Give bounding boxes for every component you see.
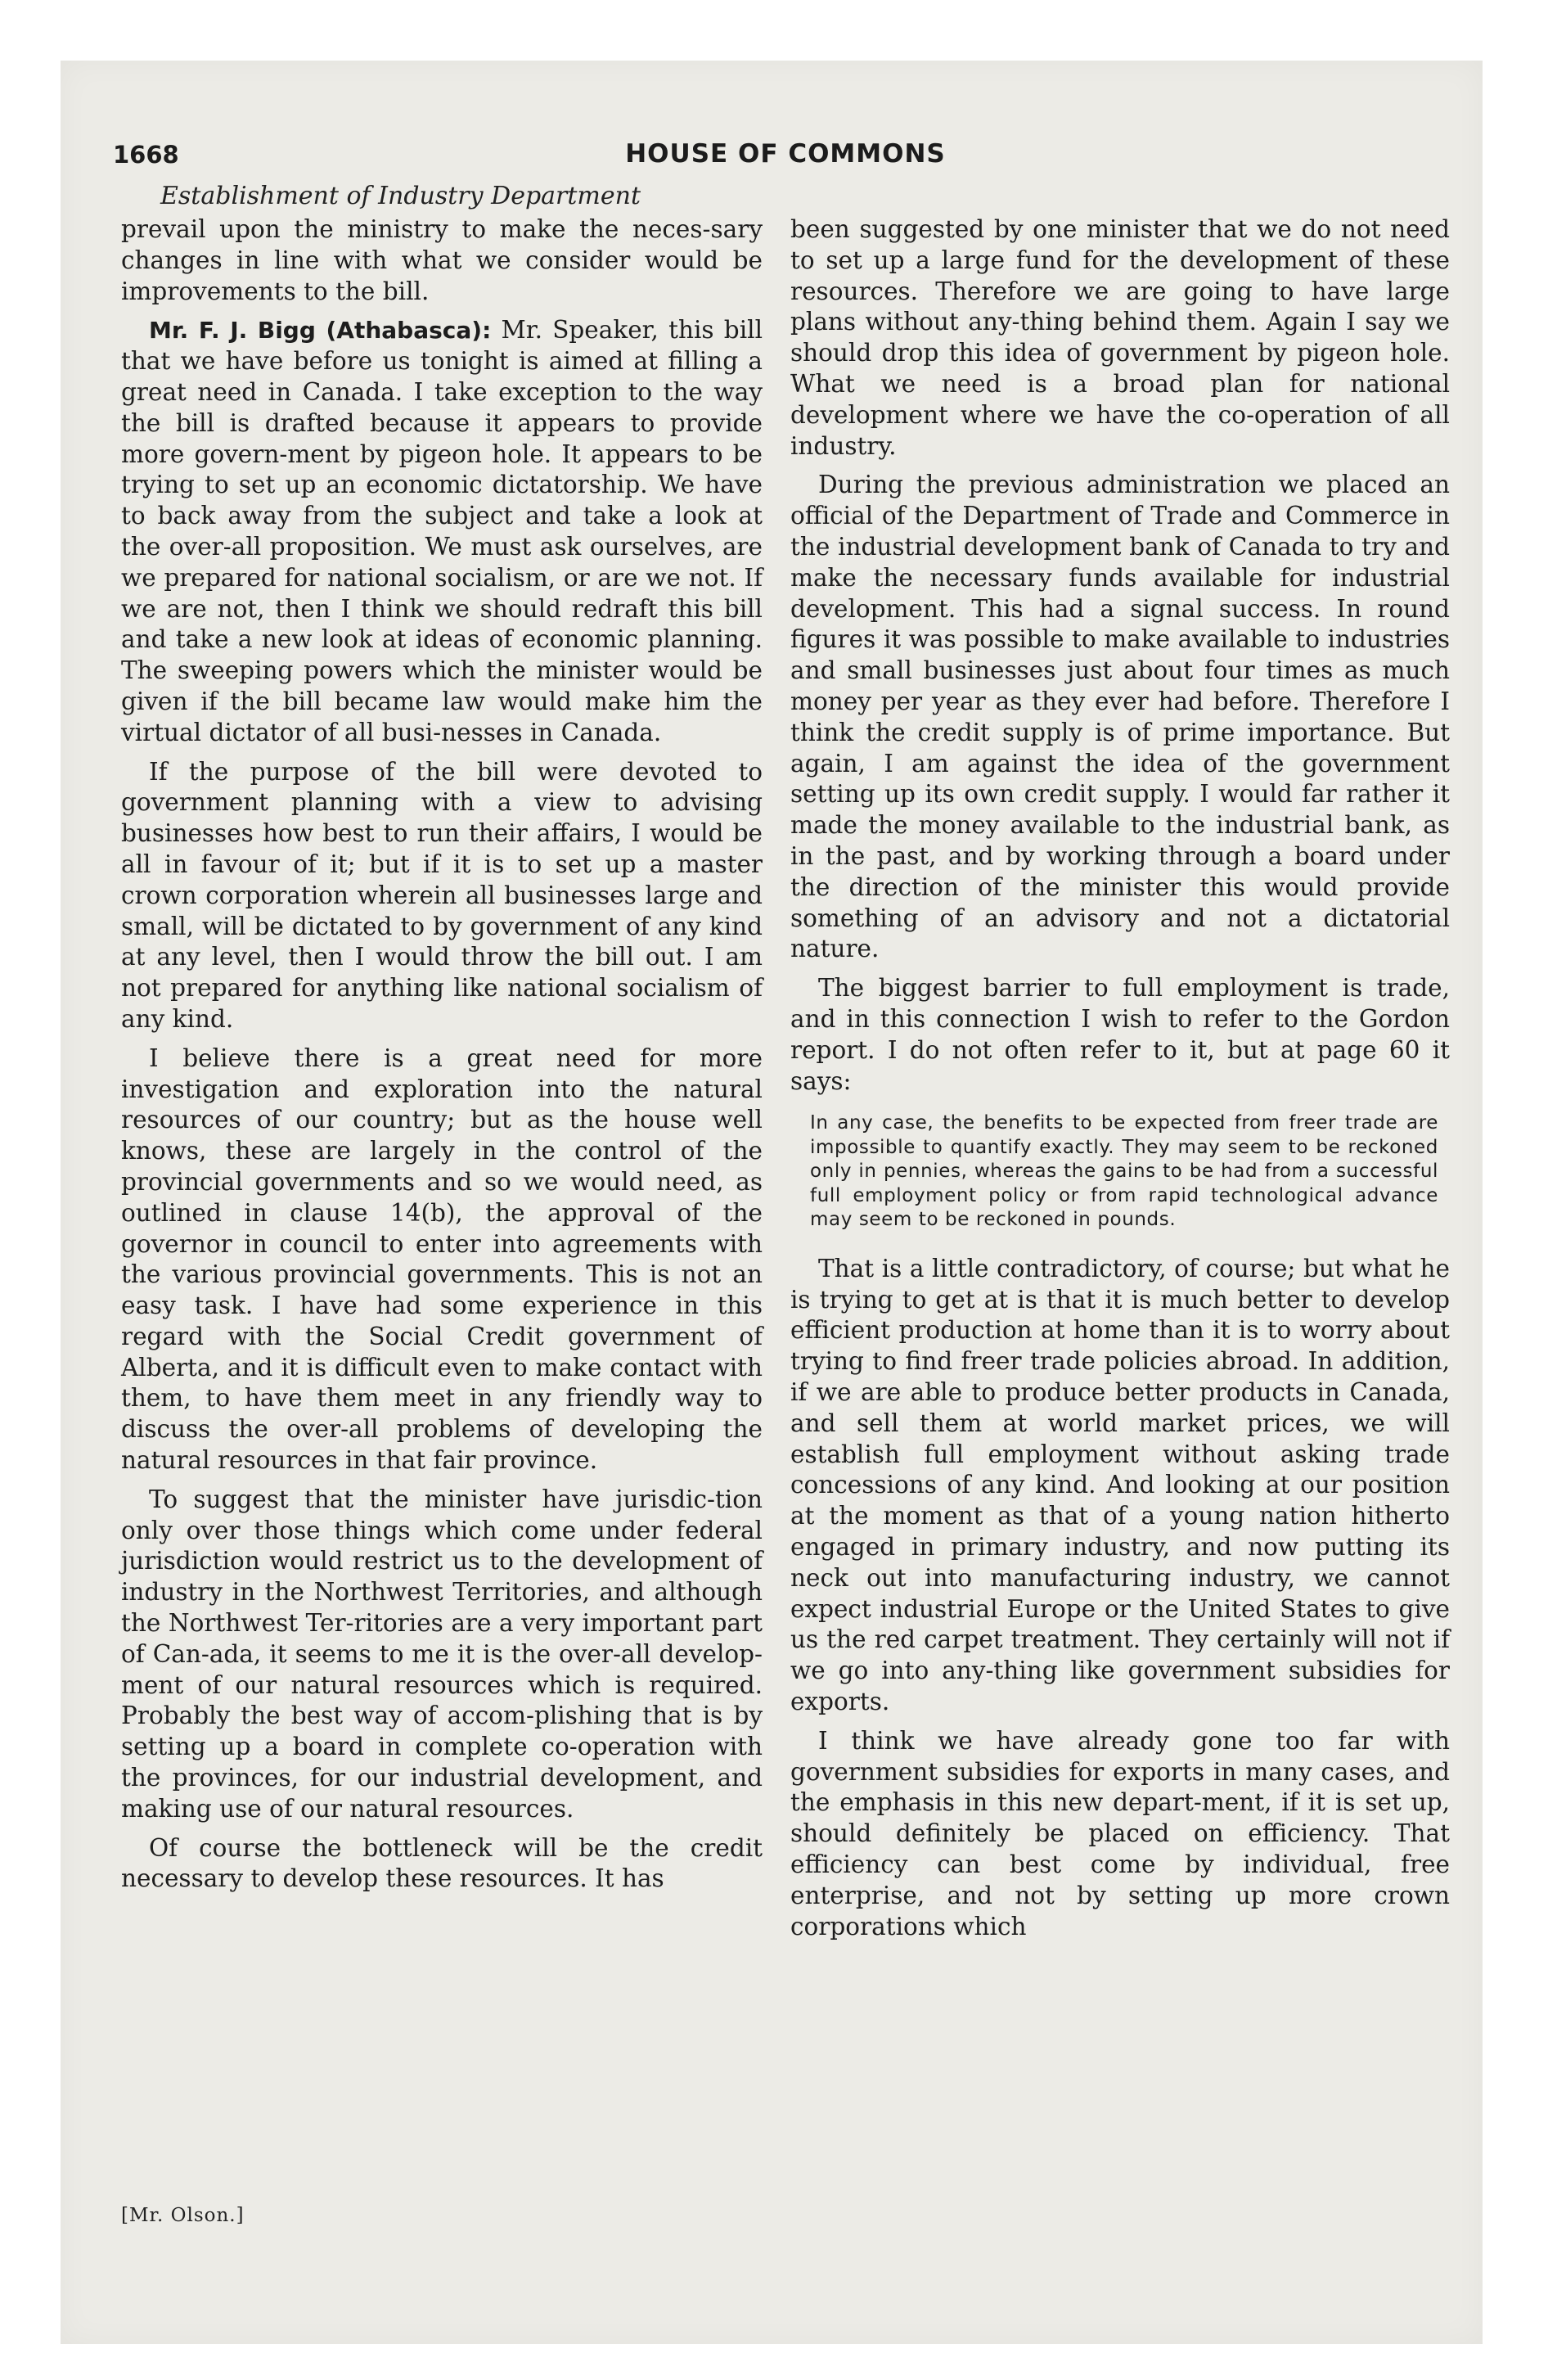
- paragraph: If the purpose of the bill were devoted to government planning with a view to advising businesses how best to run their affairs, I would be all in favour of it; but if it is to set up a master crown corporation wherein all businesses large and small, will be dictated to by government of any kind at any level, then I would throw the bill out. I am not prepared for anything like national socialism of any kind.: [121, 757, 763, 1033]
- footer-attribution: [Mr. Olson.]: [121, 2205, 245, 2226]
- page-number: 1668: [113, 141, 179, 169]
- paragraph: Of course the bottleneck will be the credit necessary to develop these resources. It has: [121, 1833, 763, 1893]
- speaker-name: Mr. F. J. Bigg (Athabasca):: [149, 317, 492, 345]
- right-column: [790, 214, 1450, 1950]
- paragraph: been suggested by one minister that we do not need to set up a large fund for the development of these resources. Therefore we are going to have large plans without any-thing behind them. Again I say we should drop this idea of government by pigeon hole. What we need is a broad plan for national development where we have the co-operation of all industry.: [790, 215, 1450, 460]
- paragraph: The biggest barrier to full employment is trade, and in this connection I wish to refer to the Gordon report. I do not often refer to it, but at page 60 it says:: [790, 974, 1450, 1095]
- paragraph: prevail upon the ministry to make the neces-sary changes in line with what we consider would be improvements to the bill.: [121, 215, 763, 305]
- paragraph: During the previous administration we placed an official of the Department of Trade and Commerce in the industrial development bank of Canada to try and make the necessary funds available for industrial development. This had a signal success. In round figures it was possible to make available to industries and small businesses just about four times as much money per year as they ever had before. Therefore I think the credit supply is of prime importance. But again, I am against the idea of the government setting up its own credit supply. I would far rather it made the money available to the industrial bank, as in the past, and by working through a board under the direction of the minister this would provide something of an advisory and not a dictatorial nature.: [790, 471, 1450, 963]
- paragraph: I think we have already gone too far with government subsidies for exports in many cases, and the emphasis in this new depart-ment, if it is set up, should definitely be placed on efficiency. That efficiency can best come by individual, free enterprise, and not by setting up more crown corporations which: [790, 1726, 1450, 1941]
- paragraph: [121, 315, 763, 748]
- block-quote: In any case, the benefits to be expected from freer trade are impossible to quantify exactly. They may seem to be reckoned only in pennies, whereas the gains to be had from a successful full employment policy or from rapid technological advance may seem to be reckoned in pounds.: [810, 1112, 1438, 1231]
- section-subhead: Establishment of Industry Department: [160, 182, 641, 210]
- running-head: HOUSE OF COMMONS: [625, 139, 946, 169]
- left-column: [121, 214, 763, 1903]
- paragraph: That is a little contradictory, of course; but what he is trying to get at is that it is much better to develop efficient production at home than it is to worry about trying to find freer trade policies abroad. In addition, if we are able to produce better products in Canada, and sell them at world market prices, we will establish full employment without asking trade concessions of any kind. And looking at our position at the moment as that of a young nation hitherto engaged in primary industry, and now putting its neck out into manufacturing industry, we cannot expect industrial Europe or the United States to give us the red carpet treatment. They certainly will not if we go into any-thing like government subsidies for exports.: [790, 1254, 1450, 1715]
- paragraph: To suggest that the minister have jurisdic-tion only over those things which come under federal jurisdiction would restrict us to the development of industry in the Northwest Territories, and although the Northwest Ter-ritories are a very important part of Can-ada, it seems to me it is the over-all develop-ment of our natural resources which is required. Probably the best way of accom-plishing that is by setting up a board in complete co-operation with the provinces, for our industrial development, and making use of our natural resources.: [121, 1485, 763, 1823]
- speech-text: Mr. Speaker, this bill that we have before us tonight is aimed at filling a great need in Canada. I take exception to the way the bill is drafted because it appears to provide more govern-ment by pigeon hole. It appears to be trying to set up an economic dictatorship. We have to back away from the subject and take a look at the over-all proposition. We must ask ourselves, are we prepared for national socialism, or are we not. If we are not, then I think we should redraft this bill and take a new look at ideas of economic planning. The sweeping powers which the minister would be given if the bill became law would make him the virtual dictator of all busi-nesses in Canada.: [121, 316, 763, 746]
- paragraph: I believe there is a great need for more investigation and exploration into the natural resources of our country; but as the house well knows, these are largely in the control of the provincial governments and so we would need, as outlined in clause 14(b), the approval of the governor in council to enter into agreements with the various provincial governments. This is not an easy task. I have had some experience in this regard with the Social Credit government of Alberta, and it is difficult even to make contact with them, to have them meet in any friendly way to discuss the over-all problems of developing the natural resources in that fair province.: [121, 1044, 763, 1475]
